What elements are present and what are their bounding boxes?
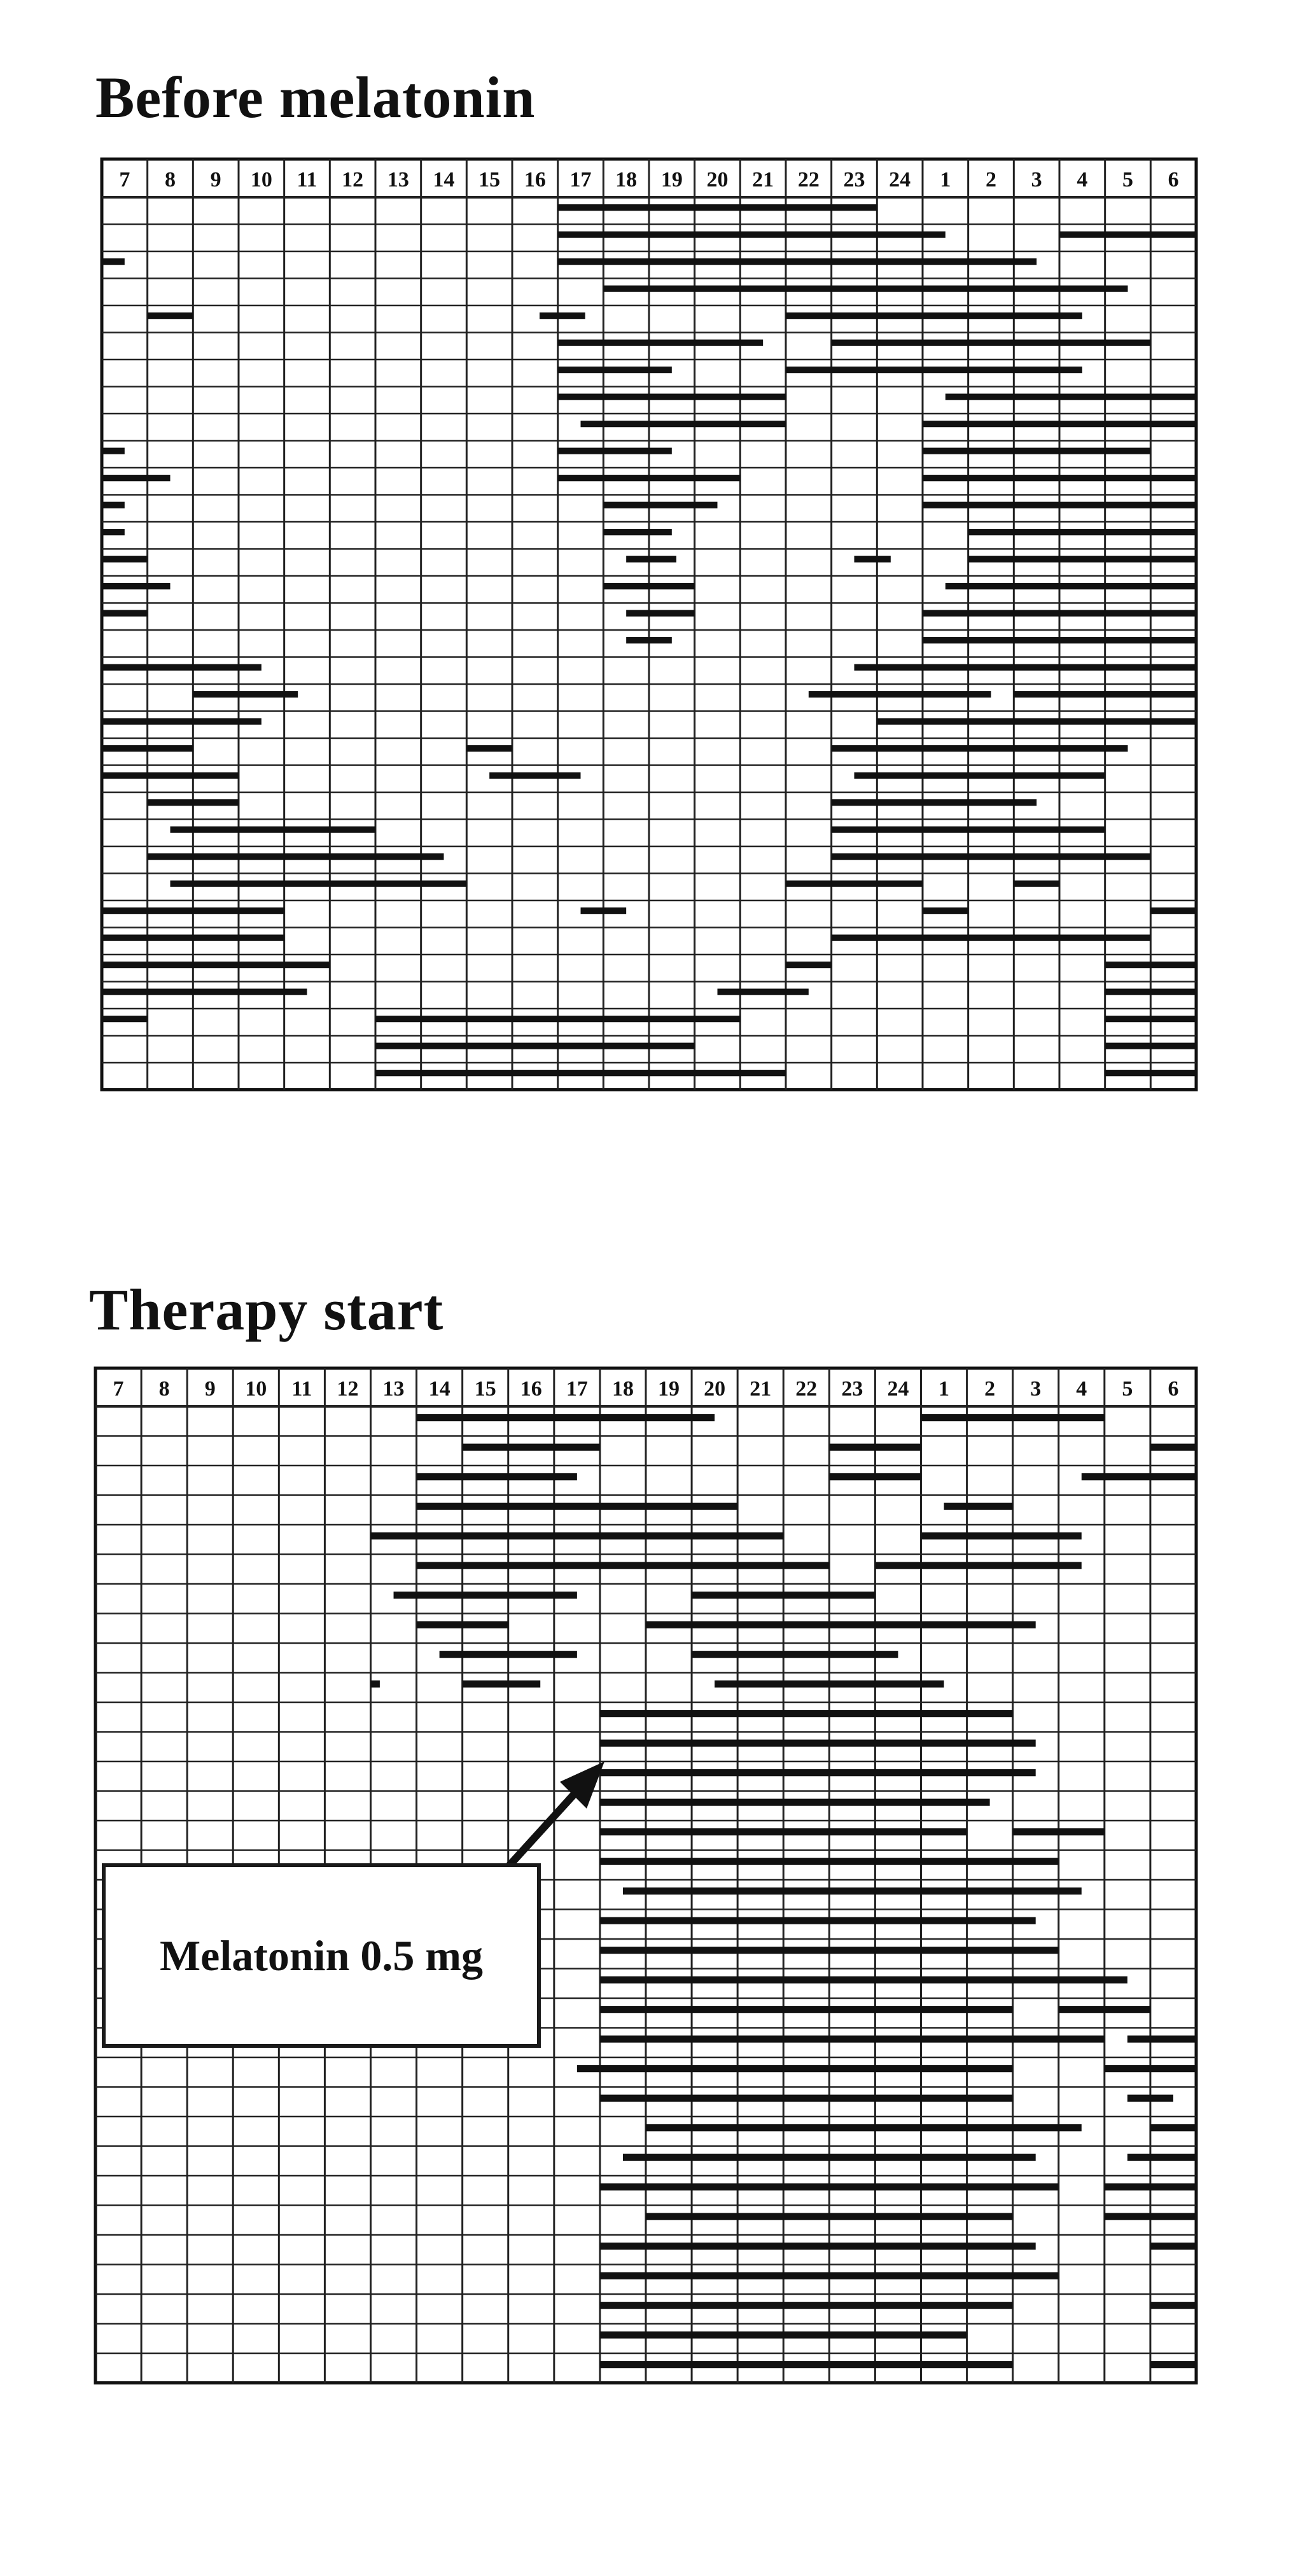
sleep-episode-bar <box>581 421 786 427</box>
hour-tick-label: 6 <box>1168 1377 1179 1401</box>
hour-tick-label: 14 <box>428 1377 450 1401</box>
sleep-episode-bar <box>715 1681 944 1688</box>
sleep-episode-bar <box>102 664 262 671</box>
sleep-episode-bar <box>558 448 672 454</box>
hour-tick-label: 14 <box>433 168 455 192</box>
sleep-episode-bar <box>944 1503 1013 1510</box>
sleep-episode-bar <box>923 637 1196 643</box>
hour-tick-label: 18 <box>615 168 638 192</box>
sleep-episode-bar <box>832 799 1037 806</box>
sleep-episode-bar <box>581 907 627 914</box>
sleep-episode-bar <box>102 583 171 589</box>
hour-tick-label: 7 <box>113 1377 124 1401</box>
sleep-episode-bar <box>786 962 832 968</box>
sleep-episode-bar <box>466 745 512 752</box>
sleep-episode-bar <box>371 1532 784 1539</box>
sleep-episode-bar <box>1150 2124 1196 2131</box>
sleep-episode-bar <box>855 556 891 563</box>
sleep-episode-bar <box>829 1473 921 1480</box>
sleep-episode-bar <box>1105 1043 1196 1049</box>
sleep-episode-bar <box>968 529 1196 535</box>
hour-tick-label: 19 <box>660 168 683 192</box>
sleep-episode-bar <box>1105 1070 1196 1076</box>
sleep-episode-bar <box>1127 2095 1173 2102</box>
hour-tick-label: 4 <box>1077 168 1088 192</box>
sleep-episode-bar <box>646 2124 1082 2131</box>
sleep-episode-bar <box>102 610 148 617</box>
hour-tick-label: 24 <box>889 168 911 192</box>
sleep-episode-bar <box>875 1562 1081 1569</box>
panel-title-therapy: Therapy start <box>89 1277 444 1342</box>
sleep-episode-bar <box>646 2213 1013 2220</box>
sleep-episode-bar <box>623 2154 1036 2161</box>
sleep-episode-bar <box>102 962 330 968</box>
sleep-episode-bar <box>1105 989 1196 995</box>
sleep-episode-bar <box>417 1562 830 1569</box>
sleep-episode-bar <box>148 312 193 319</box>
sleep-episode-bar <box>923 610 1196 617</box>
sleep-episode-bar <box>829 1444 921 1451</box>
hour-tick-label: 9 <box>210 168 221 192</box>
sleep-episode-bar <box>1014 691 1196 697</box>
actogram-before-melatonin <box>102 159 1196 1090</box>
sleep-episode-bar <box>832 827 1105 833</box>
panel-title-before: Before melatonin <box>95 65 536 130</box>
hour-tick-label: 5 <box>1122 168 1133 192</box>
sleep-episode-bar <box>1082 1473 1196 1480</box>
sleep-episode-bar <box>558 258 1037 265</box>
sleep-episode-bar <box>1127 2036 1196 2043</box>
sleep-episode-bar <box>600 1828 967 1835</box>
sleep-episode-bar <box>417 1621 508 1628</box>
sleep-episode-bar <box>786 312 1082 319</box>
sleep-episode-bar <box>832 853 1151 860</box>
sleep-episode-bar <box>1105 962 1196 968</box>
sleep-episode-bar <box>102 907 284 914</box>
hour-tick-label: 20 <box>706 168 729 192</box>
hour-tick-label: 2 <box>986 168 996 192</box>
hour-tick-label: 12 <box>337 1377 359 1401</box>
sleep-episode-bar <box>1150 2361 1196 2368</box>
sleep-episode-bar <box>1150 2302 1196 2309</box>
hour-tick-label: 23 <box>843 168 865 192</box>
sleep-episode-bar <box>1013 1828 1105 1835</box>
sleep-episode-bar <box>786 367 1082 373</box>
sleep-episode-bar <box>855 664 1197 671</box>
hour-tick-label: 10 <box>245 1377 267 1401</box>
hour-tick-label: 2 <box>984 1377 996 1401</box>
sleep-episode-bar <box>102 989 307 995</box>
sleep-episode-bar <box>171 881 467 887</box>
sleep-episode-bar <box>600 1710 1013 1717</box>
hour-tick-label: 16 <box>524 168 546 192</box>
sleep-episode-bar <box>577 2065 1013 2072</box>
sleep-episode-bar <box>558 394 786 400</box>
sleep-episode-bar <box>375 1016 740 1022</box>
sleep-episode-bar <box>646 1621 1036 1628</box>
sleep-episode-bar <box>1105 2213 1196 2220</box>
sleep-episode-bar <box>877 718 1196 725</box>
hour-tick-label: 18 <box>611 1377 634 1401</box>
hour-tick-label: 11 <box>297 168 318 192</box>
sleep-episode-bar <box>1014 881 1059 887</box>
sleep-episode-bar <box>558 367 672 373</box>
sleep-episode-bar <box>600 2361 1013 2368</box>
sleep-episode-bar <box>626 637 672 643</box>
sleep-episode-bar <box>102 745 193 752</box>
sleep-episode-bar <box>626 556 676 563</box>
sleep-episode-bar <box>558 232 946 238</box>
sleep-episode-bar <box>600 2036 1105 2043</box>
sleep-episode-bar <box>600 1977 1127 1984</box>
hour-tick-label: 20 <box>704 1377 726 1401</box>
sleep-episode-bar <box>1059 232 1196 238</box>
sleep-episode-bar <box>489 773 580 779</box>
hour-tick-label: 21 <box>750 1377 772 1401</box>
sleep-episode-bar <box>193 691 298 697</box>
hour-tick-label: 21 <box>752 168 774 192</box>
sleep-episode-bar <box>102 448 125 454</box>
sleep-episode-bar <box>600 1917 1036 1924</box>
sleep-episode-bar <box>417 1414 715 1421</box>
sleep-episode-bar <box>171 827 376 833</box>
sleep-episode-bar <box>102 258 125 265</box>
sleep-episode-bar <box>600 1858 1059 1865</box>
sleep-episode-bar <box>603 529 671 535</box>
sleep-episode-bar <box>102 529 125 535</box>
sleep-episode-bar <box>102 556 148 563</box>
sleep-episode-bar <box>921 1532 1082 1539</box>
sleep-episode-bar <box>832 340 1151 346</box>
sleep-episode-bar <box>600 2095 1013 2102</box>
sleep-episode-bar <box>1059 2006 1150 2013</box>
sleep-episode-bar <box>375 1043 695 1049</box>
hour-tick-label: 8 <box>158 1377 170 1401</box>
sleep-episode-bar <box>417 1503 738 1510</box>
hour-tick-label: 6 <box>1168 168 1179 192</box>
sleep-episode-bar <box>923 421 1196 427</box>
annotation-label: Melatonin 0.5 mg <box>159 1931 484 1980</box>
sleep-episode-bar <box>558 340 764 346</box>
sleep-episode-bar <box>600 1799 990 1806</box>
sleep-episode-bar <box>603 583 694 589</box>
sleep-episode-bar <box>600 1769 1036 1776</box>
sleep-episode-bar <box>832 935 1151 941</box>
hour-tick-label: 24 <box>887 1377 909 1401</box>
sleep-episode-bar <box>946 583 1196 589</box>
sleep-episode-bar <box>1127 2154 1196 2161</box>
sleep-episode-bar <box>1105 2183 1196 2190</box>
hour-tick-label: 15 <box>474 1377 496 1401</box>
sleep-episode-bar <box>1150 907 1196 914</box>
sleep-episode-bar <box>692 1592 875 1599</box>
sleep-episode-bar <box>1105 2065 1196 2072</box>
hour-tick-label: 3 <box>1030 1377 1042 1401</box>
sleep-episode-bar <box>600 2332 967 2339</box>
sleep-episode-bar <box>600 2243 1036 2250</box>
sleep-episode-bar <box>832 745 1128 752</box>
sleep-episode-bar <box>1105 1016 1196 1022</box>
hour-tick-label: 10 <box>250 168 272 192</box>
sleep-episode-bar <box>809 691 991 697</box>
sleep-episode-bar <box>558 475 741 481</box>
hour-tick-label: 23 <box>841 1377 863 1401</box>
sleep-episode-bar <box>600 1740 1036 1747</box>
sleep-episode-bar <box>923 502 1196 508</box>
sleep-episode-bar <box>855 773 1105 779</box>
sleep-episode-bar <box>603 502 717 508</box>
sleep-episode-bar <box>463 1444 600 1451</box>
sleep-episode-bar <box>148 799 239 806</box>
sleep-episode-bar <box>1150 2243 1196 2250</box>
hour-tick-label: 9 <box>204 1377 216 1401</box>
annotation-box <box>102 1863 541 2048</box>
hour-tick-label: 17 <box>566 1377 588 1401</box>
sleep-episode-bar <box>786 881 923 887</box>
sleep-episode-bar <box>923 448 1150 454</box>
hour-tick-label: 16 <box>520 1377 542 1401</box>
hour-tick-label: 19 <box>658 1377 680 1401</box>
sleep-episode-bar <box>102 1016 148 1022</box>
hour-tick-label: 13 <box>387 168 409 192</box>
sleep-episode-bar <box>102 718 262 725</box>
sleep-episode-bar <box>600 2272 1059 2279</box>
sleep-episode-bar <box>946 394 1196 400</box>
sleep-episode-bar <box>371 1681 380 1688</box>
sleep-episode-bar <box>375 1070 786 1076</box>
hour-tick-label: 22 <box>797 168 820 192</box>
hour-tick-label: 3 <box>1031 168 1042 192</box>
sleep-episode-bar <box>921 1414 1105 1421</box>
sleep-episode-bar <box>600 2302 1013 2309</box>
sleep-episode-bar <box>600 2006 1013 2013</box>
sleep-episode-bar <box>923 907 968 914</box>
sleep-episode-bar <box>968 556 1196 563</box>
hour-tick-label: 15 <box>478 168 501 192</box>
hour-tick-label: 22 <box>795 1377 818 1401</box>
sleep-episode-bar <box>558 204 877 211</box>
hour-tick-label: 7 <box>119 168 130 192</box>
sleep-episode-bar <box>102 475 171 481</box>
sleep-episode-bar <box>102 502 125 508</box>
hour-tick-label: 8 <box>165 168 176 192</box>
sleep-episode-bar <box>1150 1444 1196 1451</box>
sleep-episode-bar <box>463 1681 541 1688</box>
hour-tick-label: 17 <box>569 168 592 192</box>
hour-tick-label: 1 <box>939 1377 950 1401</box>
sleep-episode-bar <box>923 475 1196 481</box>
sleep-episode-bar <box>440 1651 577 1658</box>
sleep-episode-bar <box>102 935 284 941</box>
sleep-episode-bar <box>603 286 1127 292</box>
sleep-episode-bar <box>600 1947 1059 1954</box>
hour-tick-label: 1 <box>940 168 951 192</box>
sleep-episode-bar <box>417 1473 577 1480</box>
sleep-episode-bar <box>148 853 444 860</box>
sleep-episode-bar <box>102 773 239 779</box>
sleep-episode-bar <box>540 312 585 319</box>
sleep-episode-bar <box>394 1592 577 1599</box>
sleep-episode-bar <box>600 2183 1059 2190</box>
sleep-episode-bar <box>718 989 809 995</box>
hour-tick-label: 5 <box>1122 1377 1133 1401</box>
sleep-episode-bar <box>692 1651 898 1658</box>
hour-tick-label: 4 <box>1076 1377 1087 1401</box>
hour-tick-label: 11 <box>291 1377 312 1401</box>
sleep-episode-bar <box>626 610 695 617</box>
hour-tick-label: 12 <box>342 168 364 192</box>
sleep-episode-bar <box>623 1887 1082 1894</box>
hour-tick-label: 13 <box>382 1377 405 1401</box>
